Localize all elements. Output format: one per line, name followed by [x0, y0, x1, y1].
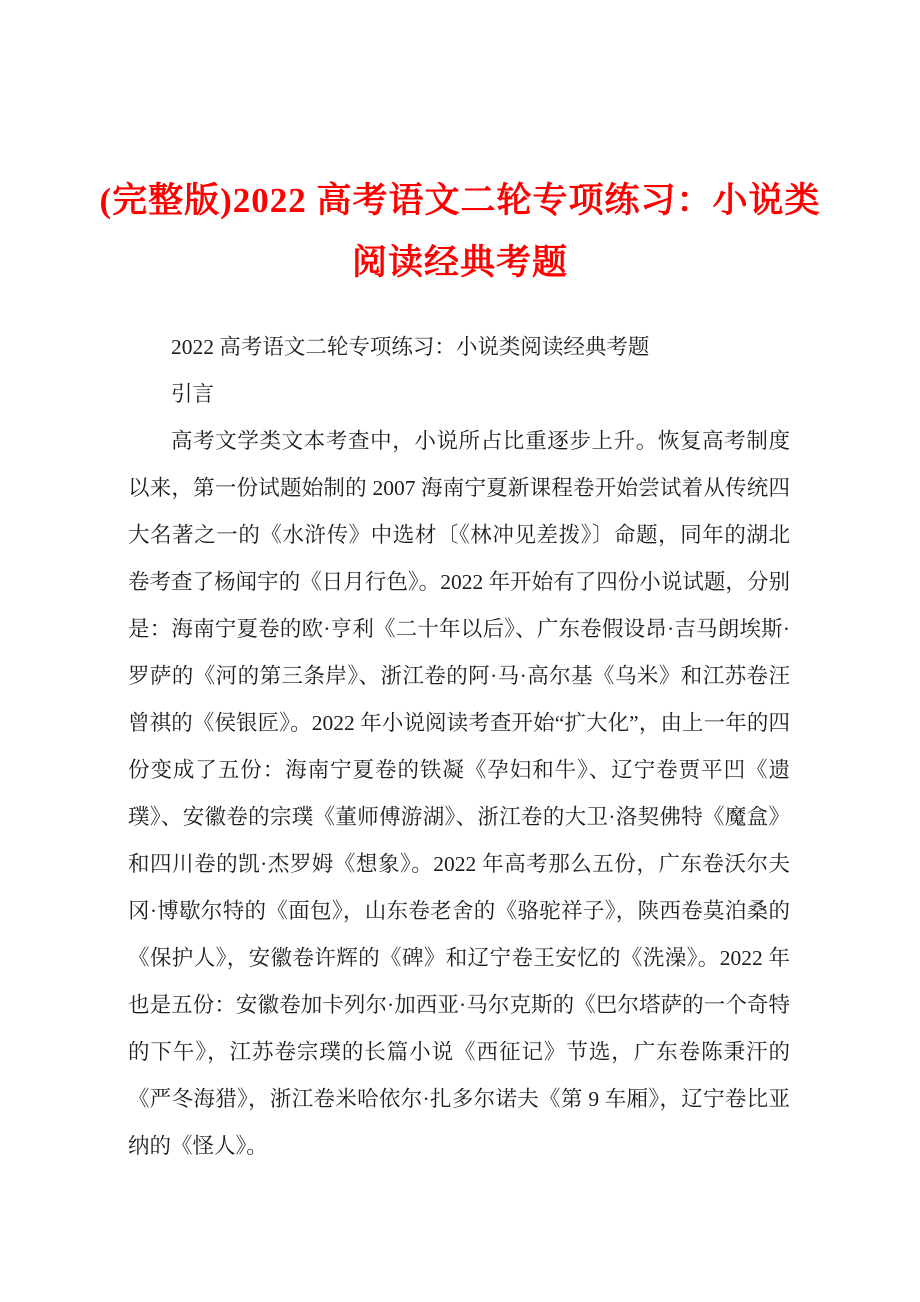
title-line-2: 阅读经典考题 — [351, 243, 568, 282]
paragraph-intro-heading: 引言 — [171, 382, 215, 406]
document-body — [0, 294, 920, 1170]
paragraph-intro-text: 高考文学类文本考查中，小说所占比重逐步上升。恢复高考制度以来，第一份试题始制的 2007 海南宁夏新课程卷开始尝试着从传统四大名著之一的《水浒传》中选材〔《林冲见差拨》〕命题，同年的湖北卷考查了杨闻宇的《日月行色》。2022 年开始有了四份小说试题，分别是：海南宁夏卷的欧·亨利《二十年以后》、广东卷假设昂·吉马朗埃斯·罗萨的《河的第三条岸》、浙江卷的阿·马·高尔基《乌米》和江苏卷汪曾祺的《侯银匠》。2022 年小说阅读考查开始“扩大化”，由上一年的四份变成了五份：海南宁夏卷的铁凝《孕妇和牛》、辽宁卷贾平凹《遗璞》、安徽卷的宗璞《董师傅游湖》、浙江卷的大卫·洛契佛特《魔盒》和四川卷的凯·杰罗姆《想象》。2022 年高考那么五份，广东卷沃尔夫冈·博歇尔特的《面包》，山东卷老舍的《骆驼祥子》，陕西卷莫泊桑的《保护人》，安徽卷许辉的《碑》和辽宁卷王安忆的《洗澡》。2022 年也是五份：安徽卷加卡列尔·加西亚·马尔克斯的《巴尔塔萨的一个奇特的下午》，江苏卷宗璞的长篇小说《西征记》节选，广东卷陈秉汗的《严冬海猎》，浙江卷米哈依尔·扎多尔诺夫《第 9 车厢》，辽宁卷比亚纳的《怪人》。 — [128, 429, 790, 1158]
document-title — [0, 0, 920, 294]
title-line-1: (完整版)2022 高考语文二轮专项练习：小说类 — [99, 181, 821, 220]
paragraph-subtitle: 2022 高考语文二轮专项练习：小说类阅读经典考题 — [171, 335, 650, 359]
